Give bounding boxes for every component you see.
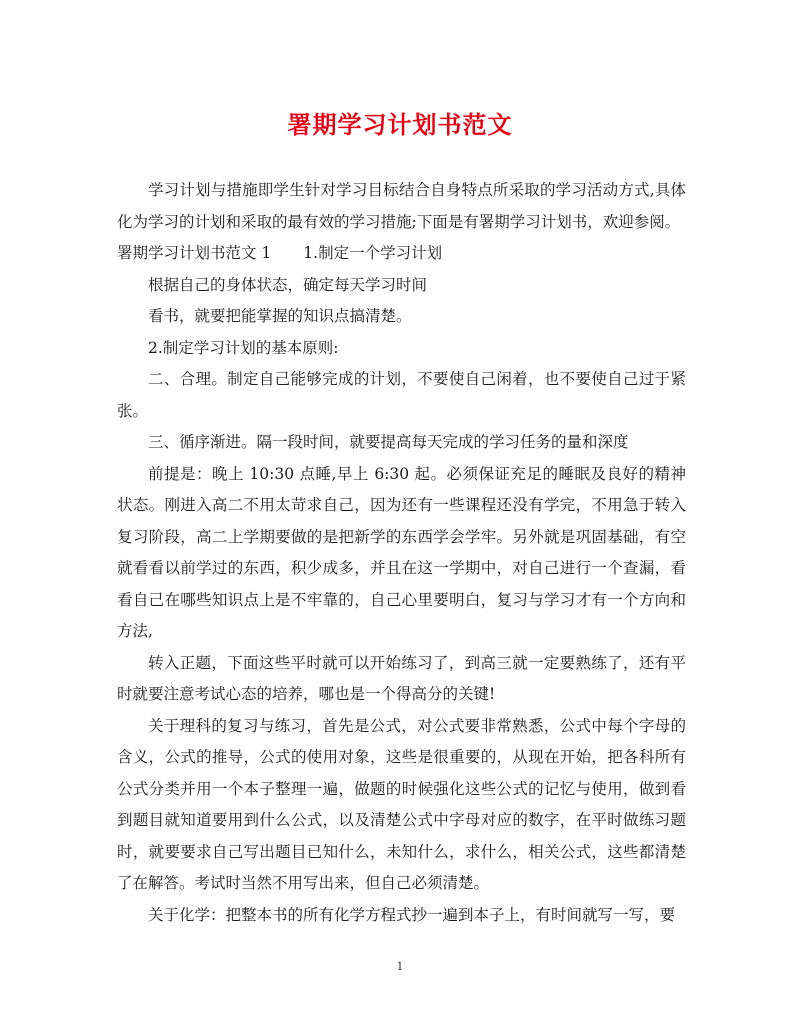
paragraph: 学习计划与措施即学生针对学习目标结合自身特点所采取的学习活动方式,具体化为学习的计划和采取的最有效的学习措施;下面是有署期学习计划书，欢迎参阅。 [117,181,686,231]
page-number: 1 [396,960,404,973]
paragraph: 看书，就要把能掌握的知识点搞清楚。 [148,307,412,325]
paragraph: 三、循序渐进。隔一段时间，就要提高每天完成的学习任务的量和深度 [148,433,629,451]
document-body [117,175,686,931]
paragraph: 转入正题，下面这些平时就可以开始练习了，到高三就一定要熟练了，还有平时就要注意考试心态的培养，哪也是一个得高分的关键! [117,653,686,703]
paragraph: 关于理科的复习与练习，首先是公式，对公式要非常熟悉，公式中每个字母的含义，公式的推导，公式的使用对象，这些是很重要的，从现在开始，把各科所有公式分类并用一个本子整理一遍，做题的时候强化这些公式的记忆与使用，做到看到题目就知道要用到什么公式，以及清楚公式中字母对应的数字，在平时做练习题时，就要要求自己写出题目已知什么，未知什么，求什么，相关公式，这些都清楚了在解答。考试时当然不用写出来，但自己必须清楚。 [117,716,686,892]
paragraph: 前提是：晚上 10:30 点睡,早上 6:30 起。必须保证充足的睡眠及良好的精神状态。刚进入高二不用太苛求自己，因为还有一些课程还没有学完，不用急于转入复习阶段，高二上学期要做的是把新学的东西学会学牢。另外就是巩固基础，有空就看看以前学过的东西，积少成多，并且在这一学期中，对自己进行一个查漏，看看自己在哪些知识点上是不牢靠的，自己心里要明白，复习与学习才有一个方向和方法, [117,464,686,640]
paragraph: 关于化学：把整本书的所有化学方程式抄一遍到本子上，有时间就写一写，要 [148,905,676,924]
paragraph: 2.制定学习计划的基本原则: [148,338,339,357]
subheading: 1.制定一个学习计划 [303,244,443,262]
paragraph: 二、合理。制定自己能够完成的计划，不要使自己闲着，也不要使自己过于紧张。 [117,370,686,420]
section-heading-line [117,238,686,270]
section-heading: 署期学习计划书范文 1 [117,244,272,262]
document-title: 署期学习计划书范文 [287,110,513,139]
paragraph: 根据自己的身体状态，确定每天学习时间 [148,275,428,294]
